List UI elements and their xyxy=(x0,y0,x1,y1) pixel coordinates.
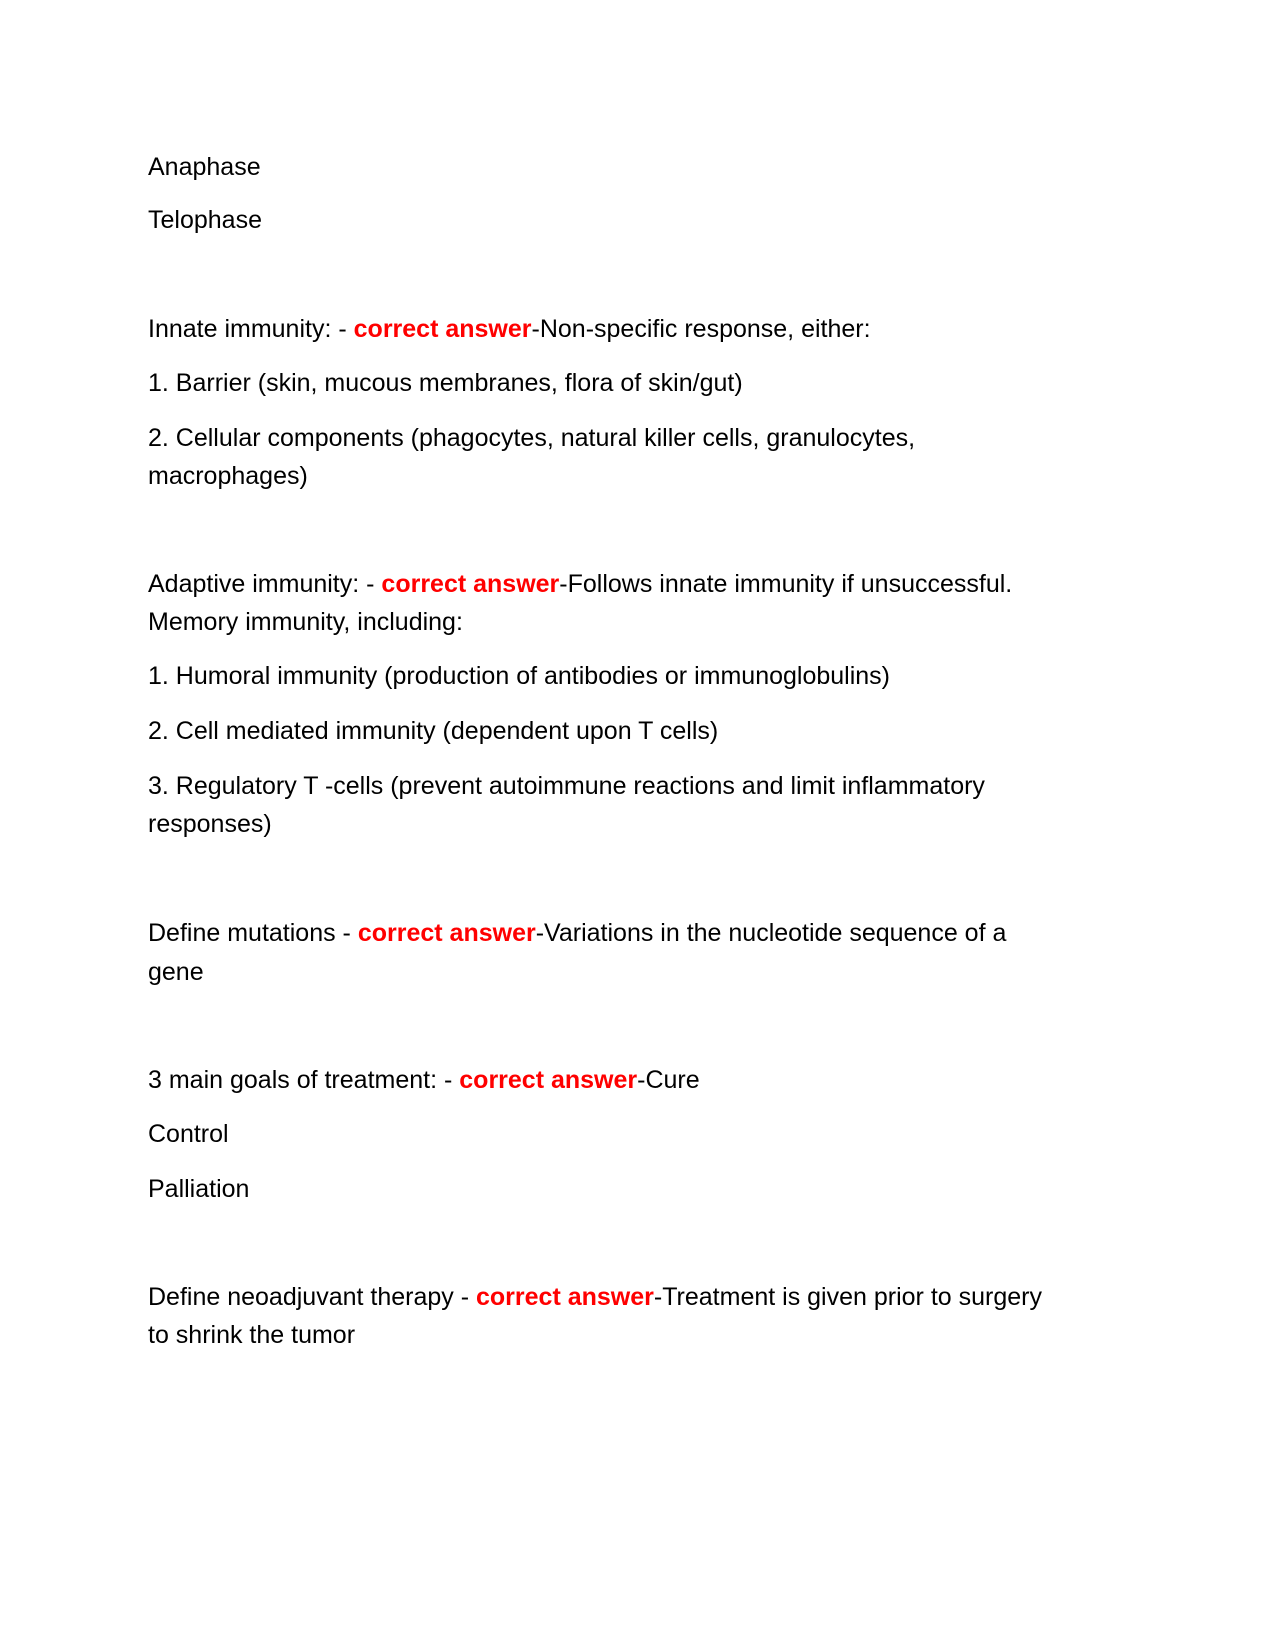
question-text: 3 main goals of treatment: - xyxy=(148,1066,460,1094)
answer-text: -Variations in the nucleotide sequence of a xyxy=(535,919,1007,947)
neoadjuvant-answer-cont: to shrink the tumor xyxy=(148,1321,356,1349)
adaptive-item-humoral: 1. Humoral immunity (production of antibodies or immunoglobulins) xyxy=(148,662,891,690)
adaptive-item-regulatory: 3. Regulatory T -cells (prevent autoimmune reactions and limit inflammatory xyxy=(148,772,985,800)
mutations-question xyxy=(148,914,1108,952)
answer-text: -Follows innate immunity if unsuccessful. xyxy=(559,570,1013,598)
treatment-goal-control: Control xyxy=(148,1120,229,1148)
adaptive-immunity-question xyxy=(148,565,1108,603)
text-anaphase: Anaphase xyxy=(148,153,261,181)
answer-text: -Non-specific response, either: xyxy=(531,315,871,343)
innate-item-cellular: 2. Cellular components (phagocytes, natural killer cells, granulocytes, xyxy=(148,424,916,452)
text-telophase: Telophase xyxy=(148,206,262,234)
treatment-goal-palliation: Palliation xyxy=(148,1175,250,1203)
adaptive-item-regulatory-cont: responses) xyxy=(148,810,272,838)
question-text: Define mutations - xyxy=(148,919,358,947)
neoadjuvant-question xyxy=(148,1278,1108,1316)
correct-answer-label: correct answer xyxy=(459,1066,638,1094)
answer-text: -Cure xyxy=(637,1066,700,1094)
correct-answer-label: correct answer xyxy=(381,570,560,598)
question-text: Innate immunity: - xyxy=(148,315,354,343)
innate-item-barrier: 1. Barrier (skin, mucous membranes, flora of skin/gut) xyxy=(148,369,743,397)
correct-answer-label: correct answer xyxy=(357,919,536,947)
question-text: Define neoadjuvant therapy - xyxy=(148,1283,476,1311)
question-text: Adaptive immunity: - xyxy=(148,570,382,598)
correct-answer-label: correct answer xyxy=(353,315,532,343)
innate-item-cellular-cont: macrophages) xyxy=(148,462,308,490)
correct-answer-label: correct answer xyxy=(476,1283,654,1311)
innate-immunity-question xyxy=(148,310,1108,348)
treatment-goals-question xyxy=(148,1061,1108,1099)
mutations-answer-cont: gene xyxy=(148,958,204,986)
adaptive-item-cell-mediated: 2. Cell mediated immunity (dependent upon T cells) xyxy=(148,717,719,745)
answer-text: -Treatment is given prior to surgery xyxy=(653,1283,1042,1311)
adaptive-answer-cont: Memory immunity, including: xyxy=(148,608,463,636)
